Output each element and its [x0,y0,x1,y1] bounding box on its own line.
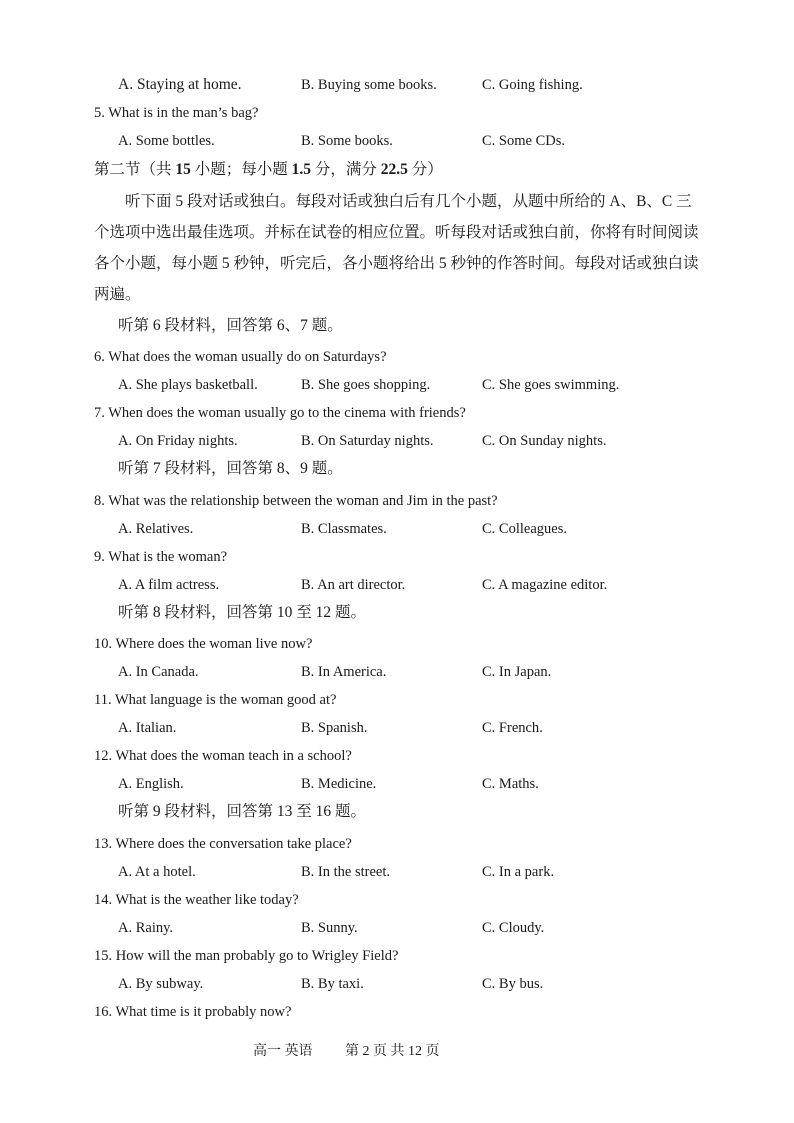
material-7-heading: 听第 7 段材料，回答第 8、9 题。 [118,460,343,477]
q6-stem: 6. What does the woman usually do on Saturdays? [94,349,387,365]
q10-option-a: A. In Canada. [118,664,199,680]
q14-option-b: B. Sunny. [301,920,358,936]
q10-stem: 10. Where does the woman live now? [94,636,313,652]
q7-option-b: B. On Saturday nights. [301,433,434,449]
q13-option-c: C. In a park. [482,864,555,880]
q9-option-b: B. An art director. [301,577,406,593]
q10-option-b: B. In America. [301,664,387,680]
q11-stem: 11. What language is the woman good at? [94,692,337,708]
q5-option-a: A. Some bottles. [118,133,215,149]
q8-option-c: C. Colleagues. [482,521,567,537]
q15-stem: 15. How will the man probably go to Wrigley Field? [94,948,399,964]
q4-option-c: C. Going fishing. [482,77,583,93]
q10-option-c: C. In Japan. [482,664,552,680]
q13-option-a: A. At a hotel. [118,864,196,880]
q6-option-b: B. She goes shopping. [301,377,431,393]
footer-course: 高一 英语 [253,1044,313,1059]
q12-option-c: C. Maths. [482,776,539,792]
q7-option-a: A. On Friday nights. [118,433,238,449]
section-title: 第二节（共 15 小题；每小题 1.5 分，满分 22.5 分） [94,161,443,178]
q4-option-a: A. Staying at home. [118,76,242,93]
q11-option-c: C. French. [482,720,543,736]
q4-option-b: B. Buying some books. [301,77,437,93]
q8-option-b: B. Classmates. [301,521,387,537]
q14-option-c: C. Cloudy. [482,920,545,936]
section-instructions: 听下面 5 段对话或独白。每段对话或独白后有几个小题，从题中所给的 A、B、C 三个选项中选出最佳选项。并标在试卷的相应位置。听每段对话或独白前，你将有时间阅读各个小题，每小题 5 秒钟，听完后，各小题将给出 5 秒钟的作答时间。每段对话或独白读两遍。 [94,193,699,303]
q5-stem: 5. What is in the man’s bag? [94,105,259,121]
q6-option-a: A. She plays basketball. [118,377,258,393]
q13-option-b: B. In the street. [301,864,390,880]
q9-option-c: C. A magazine editor. [482,577,608,593]
q16-stem: 16. What time is it probably now? [94,1004,292,1020]
q11-option-a: A. Italian. [118,720,177,736]
q11-option-b: B. Spanish. [301,720,368,736]
q9-stem: 9. What is the woman? [94,549,228,565]
q9-option-a: A. A film actress. [118,577,220,593]
q8-option-a: A. Relatives. [118,521,194,537]
material-6-heading: 听第 6 段材料，回答第 6、7 题。 [118,317,343,334]
q5-option-b: B. Some books. [301,133,393,149]
q6-option-c: C. She goes swimming. [482,377,620,393]
q14-option-a: A. Rainy. [118,920,174,936]
q15-option-b: B. By taxi. [301,976,364,992]
q7-stem: 7. When does the woman usually go to the cinema with friends? [94,405,466,421]
q13-stem: 13. Where does the conversation take place? [94,836,352,852]
q15-option-a: A. By subway. [118,976,204,992]
material-8-heading: 听第 8 段材料，回答第 10 至 12 题。 [118,604,367,621]
q15-option-c: C. By bus. [482,976,544,992]
footer-page-number: 第 2 页 共 12 页 [345,1044,440,1059]
q12-option-a: A. English. [118,776,184,792]
q12-option-b: B. Medicine. [301,776,377,792]
q14-stem: 14. What is the weather like today? [94,892,299,908]
q8-stem: 8. What was the relationship between the woman and Jim in the past? [94,493,498,509]
material-9-heading: 听第 9 段材料，回答第 13 至 16 题。 [118,803,367,820]
q5-option-c: C. Some CDs. [482,133,565,149]
q7-option-c: C. On Sunday nights. [482,433,607,449]
q12-stem: 12. What does the woman teach in a school? [94,748,352,764]
